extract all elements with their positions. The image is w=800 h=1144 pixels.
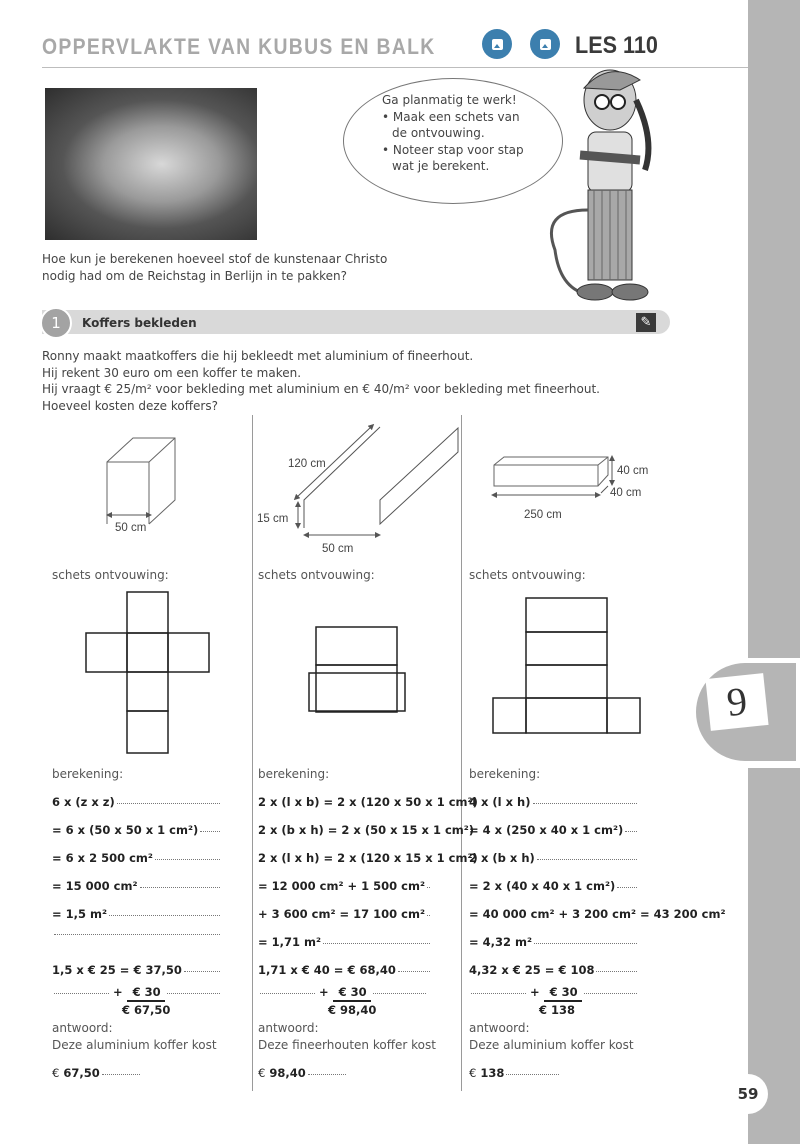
calc-text: 2 x (b x h) = 2 x (50 x 15 x 1 cm²)	[258, 823, 475, 837]
answer-label: antwoord:	[258, 1021, 319, 1035]
calc-text: = 4 x (250 x 40 x 1 cm²)	[469, 823, 624, 837]
calc-text: = 6 x (50 x 50 x 1 cm²)	[52, 823, 199, 837]
answer-amount: 98,40	[269, 1066, 306, 1080]
chapter-number: 9	[705, 673, 768, 731]
addend: € 30	[333, 985, 371, 1002]
answer-sentence: Deze aluminium koffer kost	[52, 1038, 217, 1052]
calc-text: 1,5 x € 25 = € 37,50	[52, 963, 182, 977]
addend: € 30	[544, 985, 582, 1002]
calc-line	[258, 935, 430, 949]
exercise-line: Hoeveel kosten deze koffers?	[42, 398, 218, 413]
calc-text: = 6 x 2 500 cm²	[52, 851, 153, 865]
calc-text: = 40 000 cm² + 3 200 cm² = 43 200 cm²	[469, 907, 726, 921]
mascot-illustration	[540, 60, 680, 310]
sum-line	[258, 985, 426, 1002]
plus-sign: +	[113, 985, 123, 999]
panel-width-label: 50 cm	[322, 543, 354, 555]
calc-text: 1,71 x € 40 = € 68,40	[258, 963, 396, 977]
page-title: OPPERVLAKTE VAN KUBUS EN BALK	[42, 34, 436, 59]
dotted-line	[308, 1073, 346, 1075]
calc-text: 4 x (l x h)	[469, 795, 531, 809]
calc-line	[52, 795, 220, 809]
box-net	[492, 597, 642, 742]
answer-amount: 138	[480, 1066, 505, 1080]
plus-sign: +	[530, 985, 540, 999]
calc-text: = 4,32 m²	[469, 935, 533, 949]
calc-label: berekening:	[258, 767, 330, 781]
section-number: 1	[40, 307, 72, 339]
calc-line	[52, 851, 220, 865]
dotted-line	[617, 886, 637, 888]
media-icon[interactable]	[482, 29, 512, 59]
dotted-line	[200, 830, 220, 832]
calc-text: = 2 x (40 x 40 x 1 cm²)	[469, 879, 616, 893]
dotted-line	[534, 942, 637, 944]
calc-label: berekening:	[52, 767, 124, 781]
answer-value: € 67,50	[52, 1066, 140, 1080]
cube-figure	[95, 430, 195, 540]
sketch-label: schets ontvouwing:	[469, 568, 586, 582]
bubble-line: Ga planmatig te werk!	[382, 93, 517, 107]
calc-line	[258, 823, 475, 837]
dotted-line	[625, 830, 637, 832]
exercise-line: Hij rekent 30 euro om een koffer te maken.	[42, 365, 302, 380]
calc-line	[52, 907, 220, 921]
dotted-line	[54, 992, 109, 994]
addend: € 30	[127, 985, 165, 1002]
calc-line	[469, 851, 637, 865]
answer-label: antwoord:	[52, 1021, 113, 1035]
dotted-line	[471, 992, 526, 994]
plus-sign: +	[319, 985, 329, 999]
question-line: nodig had om de Reichstag in Berlijn in te pakken?	[42, 269, 348, 283]
dotted-line	[427, 914, 430, 916]
dotted-line	[117, 802, 220, 804]
dotted-line	[537, 858, 637, 860]
dotted-line	[506, 1073, 559, 1075]
dotted-line	[533, 802, 638, 804]
calc-line	[52, 823, 220, 837]
dotted-line	[54, 933, 220, 935]
calc-text: + 3 600 cm² = 17 100 cm²	[258, 907, 425, 921]
calc-line	[258, 963, 430, 977]
calc-text: 2 x (l x h) = 2 x (120 x 15 x 1 cm²)	[258, 851, 478, 865]
calc-line	[258, 907, 430, 921]
answer-sentence: Deze fineerhouten koffer kost	[258, 1038, 436, 1052]
sketch-label: schets ontvouwing:	[52, 568, 169, 582]
dotted-line	[323, 942, 430, 944]
calculator-icon: ✎	[636, 313, 656, 332]
sum-total: € 138	[539, 1003, 576, 1017]
sketch-label: schets ontvouwing:	[258, 568, 375, 582]
calc-line	[469, 963, 637, 977]
bubble-bullet: • Maak een schets van de ontvouwing.	[382, 109, 520, 140]
calc-text: = 1,71 m²	[258, 935, 322, 949]
box-figure	[490, 455, 660, 525]
reichstag-photo	[45, 88, 257, 240]
dotted-line	[584, 992, 637, 994]
bubble-bullet: • Noteer stap voor stap wat je berekent.	[382, 142, 524, 173]
dotted-line	[596, 970, 637, 972]
answer-sentence: Deze aluminium koffer kost	[469, 1038, 634, 1052]
box-length-label: 250 cm	[524, 509, 562, 521]
dotted-line	[260, 992, 315, 994]
calc-text: = 15 000 cm²	[52, 879, 138, 893]
exercise-line: Hij vraagt € 25/m² voor bekleding met aluminium en € 40/m² voor bekleding met fineerhout.	[42, 382, 600, 396]
dotted-line	[167, 992, 220, 994]
dotted-line	[184, 970, 220, 972]
dotted-line	[398, 970, 430, 972]
exercise-text	[42, 348, 600, 414]
sum-line	[469, 985, 637, 1002]
box-depth-label: 40 cm	[610, 487, 642, 499]
exercise-line: Ronny maakt maatkoffers die hij bekleedt met aluminium of fineerhout.	[42, 349, 474, 363]
cube-net	[86, 590, 211, 755]
calc-line	[469, 935, 637, 949]
panel-net	[308, 625, 410, 715]
calc-line	[469, 795, 637, 809]
calc-text: 2 x (b x h)	[469, 851, 535, 865]
panel-height-label: 15 cm	[257, 513, 289, 525]
answer-amount: 67,50	[63, 1066, 100, 1080]
sum-total: € 98,40	[328, 1003, 377, 1017]
sum-total: € 67,50	[122, 1003, 171, 1017]
sum-line	[52, 985, 220, 1002]
dotted-line	[427, 886, 430, 888]
calc-line	[258, 795, 478, 809]
dotted-line	[373, 992, 426, 994]
question-line: Hoe kun je berekenen hoeveel stof de kunstenaar Christo	[42, 252, 388, 266]
calc-line	[258, 851, 478, 865]
calc-label: berekening:	[469, 767, 541, 781]
calc-text: 6 x (z x z)	[52, 795, 115, 809]
bubble-text	[382, 92, 537, 175]
calc-line	[52, 935, 220, 937]
calc-line	[469, 823, 637, 837]
dotted-line	[109, 914, 220, 916]
calc-line	[469, 907, 726, 921]
calc-line	[469, 879, 637, 893]
calc-text: 4,32 x € 25 = € 108	[469, 963, 595, 977]
cube-width-label: 50 cm	[115, 522, 147, 534]
dotted-line	[102, 1073, 140, 1075]
panel-figure	[250, 420, 470, 560]
dotted-line	[140, 886, 221, 888]
box-height-label: 40 cm	[617, 465, 649, 477]
section-title: Koffers bekleden	[82, 316, 197, 330]
dotted-line	[155, 858, 220, 860]
answer-value: € 98,40	[258, 1066, 346, 1080]
intro-question	[42, 251, 387, 285]
side-strip	[748, 0, 800, 1144]
page-number: 59	[728, 1074, 768, 1114]
panel-length-label: 120 cm	[288, 458, 326, 470]
calc-text: = 1,5 m²	[52, 907, 108, 921]
calc-line	[52, 879, 220, 893]
calc-line	[258, 879, 430, 893]
lesson-number: LES 110	[575, 32, 658, 59]
calc-line	[52, 963, 220, 977]
answer-label: antwoord:	[469, 1021, 530, 1035]
calc-text: 2 x (l x b) = 2 x (120 x 50 x 1 cm²)	[258, 795, 478, 809]
answer-value: € 138	[469, 1066, 559, 1080]
calc-text: = 12 000 cm² + 1 500 cm²	[258, 879, 425, 893]
media-icon[interactable]	[530, 29, 560, 59]
